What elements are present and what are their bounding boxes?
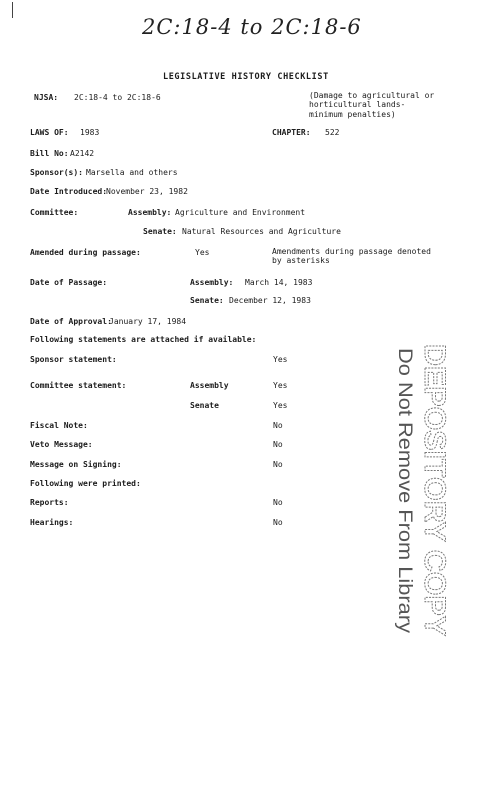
amended-label: Amended during passage: [30, 248, 141, 257]
handwritten-title: 2C:18-4 to 2C:18-6 [142, 15, 362, 39]
depository-stamp [394, 340, 461, 640]
reports-label: Reports: [30, 498, 69, 507]
bill-no-value: A2142 [70, 149, 95, 158]
committee-assembly-label: Assembly: [128, 208, 172, 217]
amended-note-line-1: Amendments during passage denoted [272, 247, 431, 256]
attached-heading: Following statements are attached if available: [30, 335, 257, 344]
committee-label: Committee: [30, 208, 79, 217]
committee-statement-assembly-label: Assembly [190, 381, 229, 390]
date-of-approval-label: Date of Approval: [30, 317, 112, 326]
margin-mark [12, 2, 13, 18]
committee-statement-assembly-value: Yes [273, 381, 288, 390]
passage-senate-label: Senate: [190, 296, 224, 305]
veto-message-value: No [273, 440, 283, 449]
sponsors-value: Marsella and others [86, 168, 178, 177]
fiscal-note-label: Fiscal Note: [30, 421, 88, 430]
committee-senate-value: Natural Resources and Agriculture [182, 227, 341, 236]
njsa-value: 2C:18-4 to 2C:18-6 [74, 93, 161, 102]
veto-message-label: Veto Message: [30, 440, 93, 449]
committee-assembly-value: Agriculture and Environment [175, 208, 306, 217]
date-of-passage-label: Date of Passage: [30, 278, 108, 287]
amended-value: Yes [195, 248, 210, 257]
message-on-signing-value: No [273, 460, 283, 469]
date-of-approval-value: January 17, 1984 [109, 317, 187, 326]
message-on-signing-label: Message on Signing: [30, 460, 122, 469]
chapter-label: CHAPTER: [272, 128, 311, 137]
bill-no-label: Bill No: [30, 149, 69, 158]
stamp-line-1: DEPOSITORY COPY [418, 344, 451, 632]
sponsors-label: Sponsor(s): [30, 168, 83, 177]
date-introduced-value: November 23, 1982 [106, 187, 188, 196]
subject-line-1: (Damage to agricultural or [309, 91, 435, 100]
date-introduced-label: Date Introduced: [30, 187, 108, 196]
committee-statement-label: Committee statement: [30, 381, 127, 390]
page-title: LEGISLATIVE HISTORY CHECKLIST [163, 72, 329, 82]
printed-heading: Following were printed: [30, 479, 141, 488]
passage-senate-value: December 12, 1983 [229, 296, 311, 305]
fiscal-note-value: No [273, 421, 283, 430]
sponsor-statement-label: Sponsor statement: [30, 355, 117, 364]
njsa-label: NJSA: [34, 93, 59, 102]
passage-assembly-label: Assembly: [190, 278, 234, 287]
committee-senate-label: Senate: [143, 227, 177, 236]
committee-statement-senate-label: Senate [190, 401, 219, 410]
stamp-line-2: Do Not Remove From Library [394, 348, 415, 597]
subject-line-3: minimum penalties) [309, 110, 396, 119]
committee-statement-senate-value: Yes [273, 401, 288, 410]
laws-of-label: LAWS OF: [30, 128, 69, 137]
laws-of-value: 1983 [80, 128, 100, 137]
reports-value: No [273, 498, 283, 507]
hearings-label: Hearings: [30, 518, 74, 527]
chapter-value: 522 [325, 128, 340, 137]
sponsor-statement-value: Yes [273, 355, 288, 364]
passage-assembly-value: March 14, 1983 [245, 278, 313, 287]
subject-line-2: horticultural lands- [309, 100, 406, 109]
amended-note-line-2: by asterisks [272, 256, 330, 265]
hearings-value: No [273, 518, 283, 527]
